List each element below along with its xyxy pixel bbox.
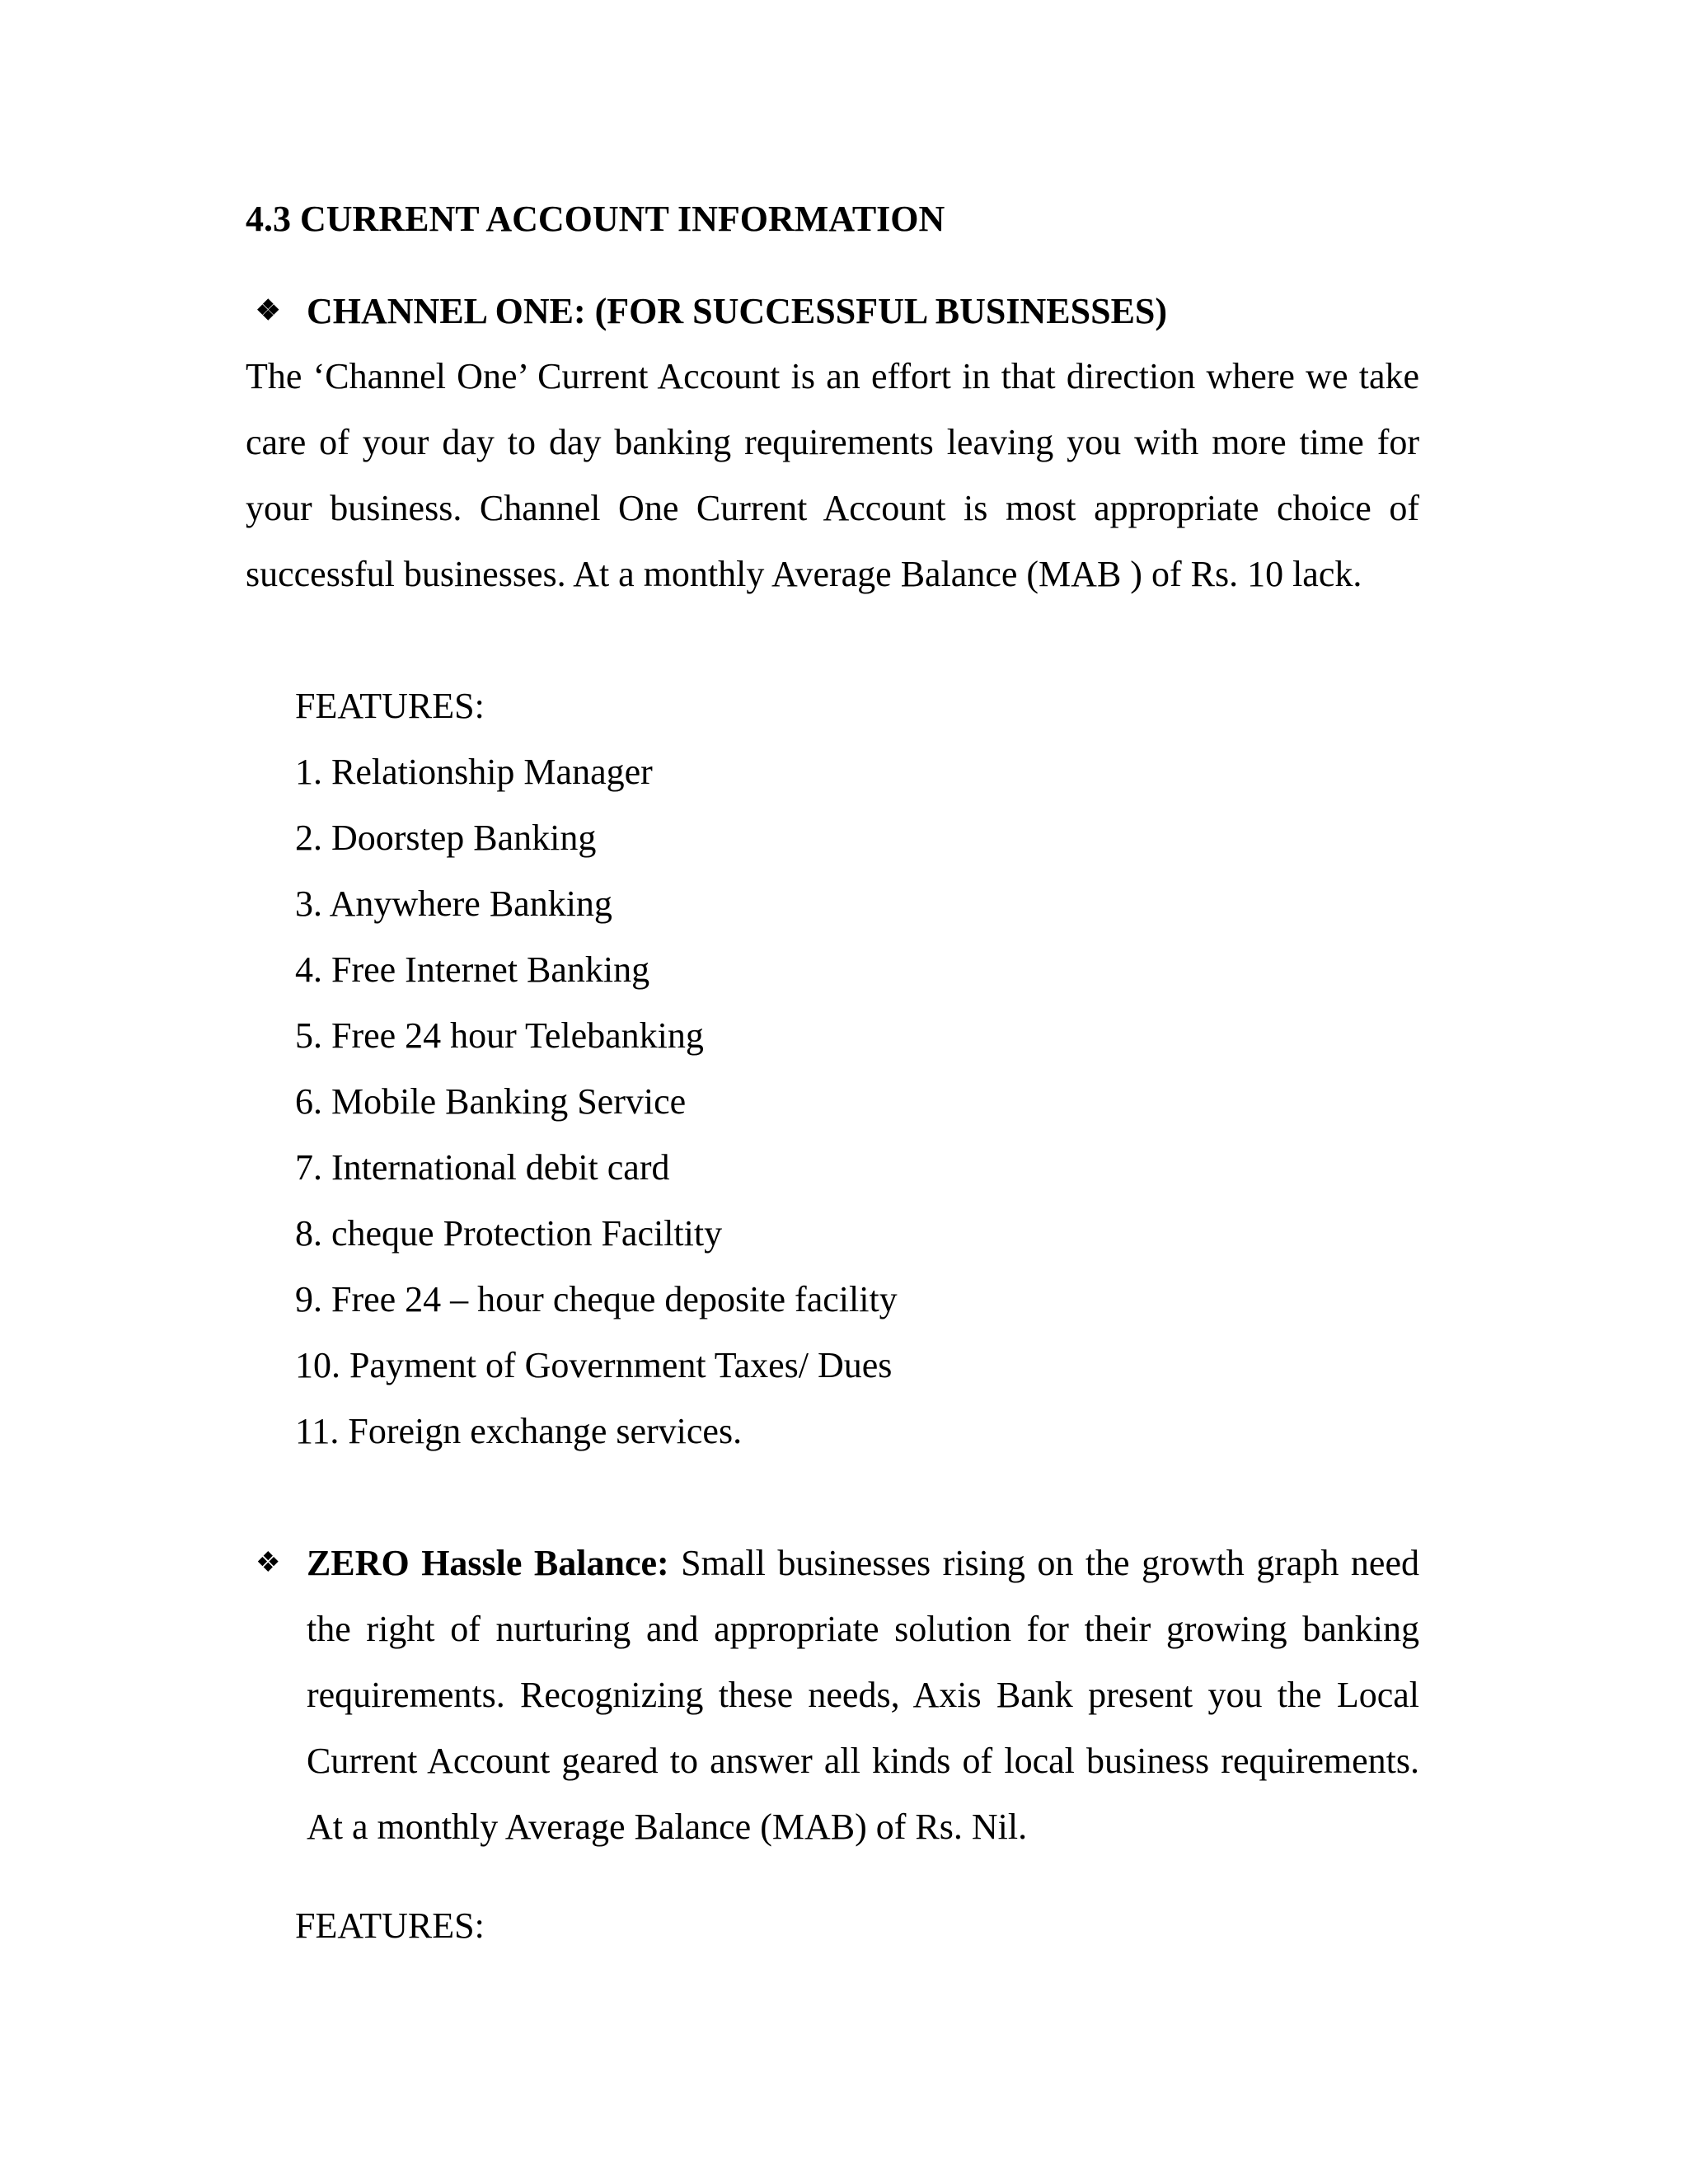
channel-one-heading bbox=[256, 279, 1167, 344]
diamond-bullet-icon: ❖ bbox=[256, 296, 281, 326]
feature-item: 10. Payment of Government Taxes/ Dues bbox=[295, 1345, 893, 1385]
feature-item: 2. Doorstep Banking bbox=[295, 818, 597, 858]
zero-hassle-text: Small businesses rising on the growth graph need the right of nurturing and appropriate solution for their growing banking requirements. Recognizing these needs, Axis Bank present you the Local Current Account geared to answer all kinds of local business requirements. At a monthly Average Balance (MAB) of Rs. Nil. bbox=[307, 1543, 1419, 1847]
channel-one-heading-text: CHANNEL ONE: (FOR SUCCESSFUL BUSINESSES) bbox=[307, 291, 1168, 331]
channel-one-feature-list bbox=[295, 739, 898, 1465]
feature-item: 6. Mobile Banking Service bbox=[295, 1081, 687, 1122]
feature-item: 7. International debit card bbox=[295, 1147, 670, 1188]
zero-hassle-features-label: FEATURES: bbox=[295, 1905, 485, 1946]
feature-item: 8. cheque Protection Faciltity bbox=[295, 1213, 723, 1254]
zero-hassle-paragraph bbox=[256, 1530, 1419, 1860]
feature-item: 4. Free Internet Banking bbox=[295, 949, 650, 990]
channel-one-paragraph: The ‘Channel One’ Current Account is an effort in that direction where we take care of your day to day banking requirements leaving you with more time for your business. Channel One Current Account is most appropriate choice of successful businesses. At a monthly Average Balance (MAB ) of Rs. 10 lack. bbox=[246, 356, 1419, 594]
feature-item: 9. Free 24 – hour cheque deposite facility bbox=[295, 1279, 898, 1319]
feature-item: 1. Relationship Manager bbox=[295, 752, 653, 792]
diamond-bullet-icon: ❖ bbox=[256, 1548, 281, 1578]
channel-one-features-label: FEATURES: bbox=[295, 686, 485, 726]
section-title: 4.3 CURRENT ACCOUNT INFORMATION bbox=[246, 199, 945, 239]
feature-item: 3. Anywhere Banking bbox=[295, 883, 612, 924]
feature-item: 11. Foreign exchange services. bbox=[295, 1411, 743, 1451]
zero-hassle-heading: ZERO Hassle Balance: bbox=[307, 1543, 669, 1583]
feature-item: 5. Free 24 hour Telebanking bbox=[295, 1015, 704, 1056]
